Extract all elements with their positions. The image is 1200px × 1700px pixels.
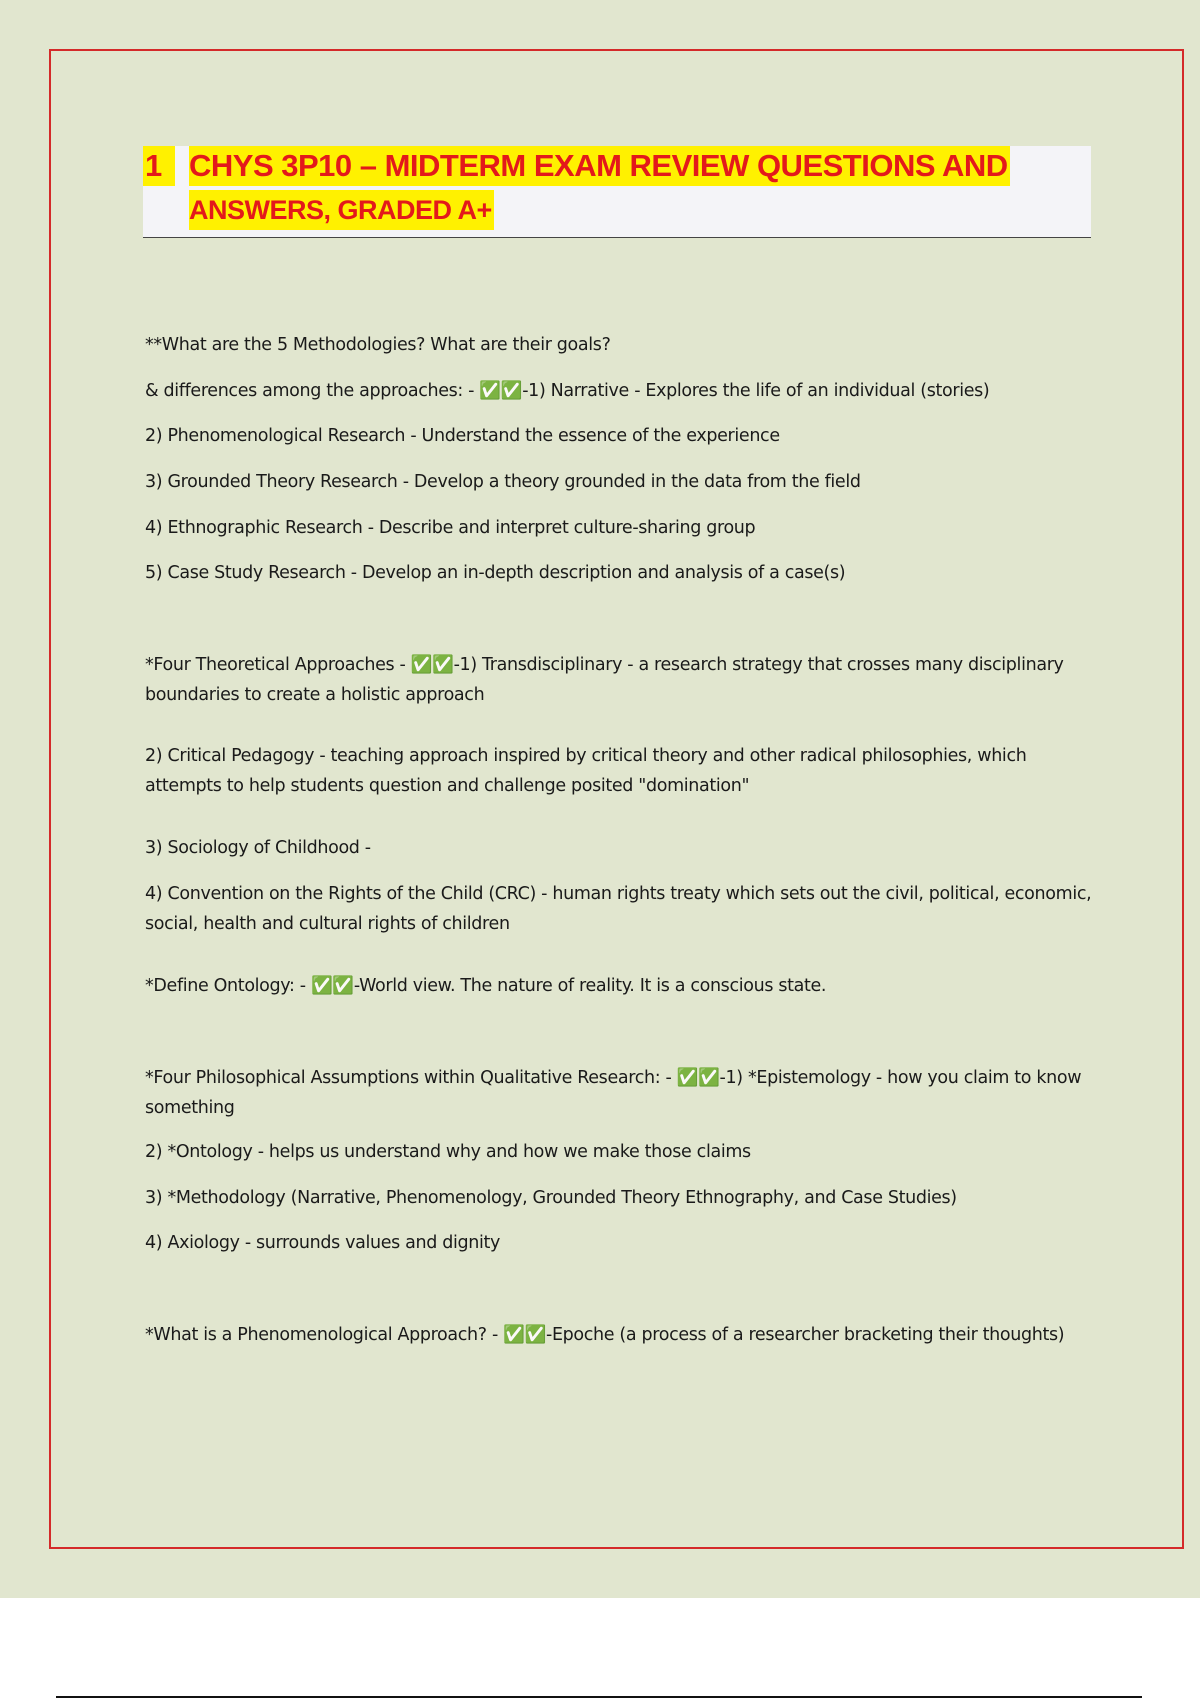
paragraph: *Define Ontology: - ✅✅-World view. The nature of reality. It is a conscious state.	[145, 976, 827, 996]
paragraph: 2) *Ontology - helps us understand why and how we make those claims	[145, 1142, 751, 1162]
paragraph: 3) *Methodology (Narrative, Phenomenology, Grounded Theory Ethnography, and Case Studies)	[145, 1188, 957, 1208]
paragraph: 3) Sociology of Childhood -	[145, 838, 371, 858]
paragraph: 2) Phenomenological Research - Understand the essence of the experience	[145, 426, 780, 446]
title-number: 1	[143, 146, 175, 186]
paragraph: **What are the 5 Methodologies? What are their goals?	[145, 335, 611, 355]
paragraph: 4) Ethnographic Research - Describe and interpret culture-sharing group	[145, 518, 756, 538]
paragraph: 3) Grounded Theory Research - Develop a theory grounded in the data from the field	[145, 472, 861, 492]
paragraph: *Four Philosophical Assumptions within Qualitative Research: - ✅✅-1) *Epistemology - how you claim to know something	[145, 1068, 1082, 1118]
paragraph: 4) Convention on the Rights of the Child (CRC) - human rights treaty which sets out the civil, political, economic, social, health and cultural rights of children	[145, 884, 1092, 934]
paragraph: *What is a Phenomenological Approach? - ✅✅-Epoche (a process of a researcher bracketing their thoughts)	[145, 1325, 1065, 1345]
paragraph: 2) Critical Pedagogy - teaching approach inspired by critical theory and other radical philosophies, which attempts to help students question and challenge posited "domination"	[145, 746, 1027, 796]
paragraph: 5) Case Study Research - Develop an in-depth description and analysis of a case(s)	[145, 563, 846, 583]
paragraph: 4) Axiology - surrounds values and dignity	[145, 1233, 500, 1253]
title-line-2: ANSWERS, GRADED A+	[189, 190, 494, 230]
paragraph: & differences among the approaches: - ✅✅-1) Narrative - Explores the life of an individual (stories)	[145, 381, 990, 401]
footer-rule	[56, 1696, 1142, 1698]
document-title	[143, 146, 1091, 238]
title-line-1: CHYS 3P10 – MIDTERM EXAM REVIEW QUESTIONS AND	[189, 146, 1010, 186]
paragraph: *Four Theoretical Approaches - ✅✅-1) Transdisciplinary - a research strategy that crosses many disciplinary boundaries to create a holistic approach	[145, 655, 1064, 705]
